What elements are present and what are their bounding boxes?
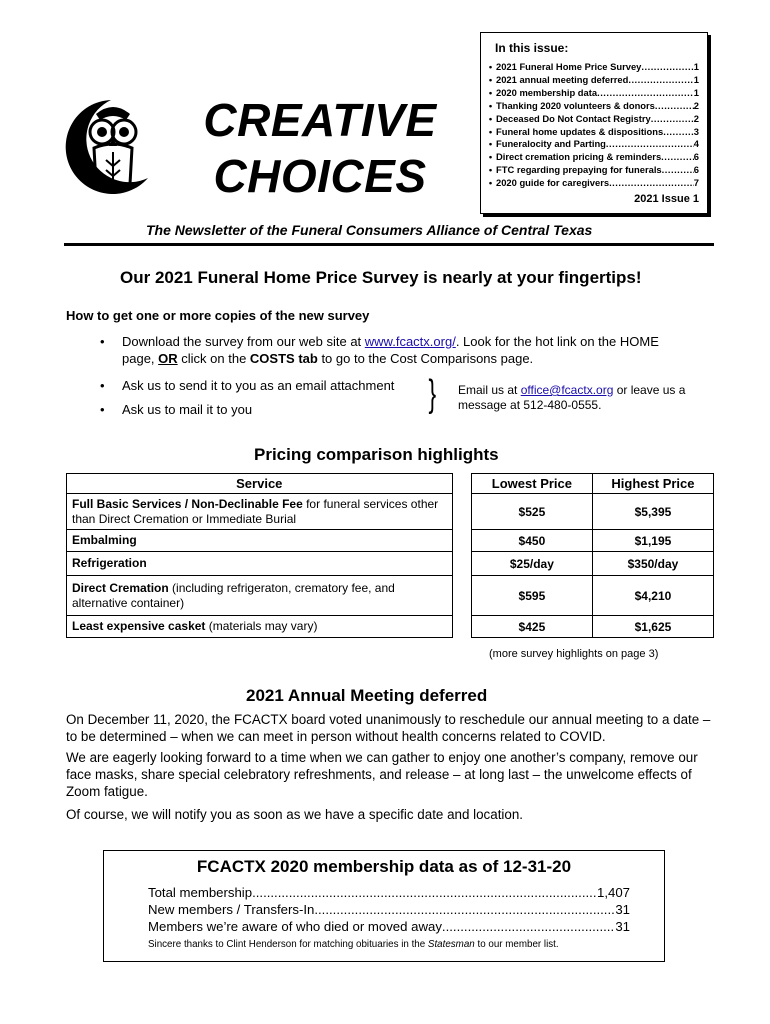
meeting-paragraph-1: On December 11, 2020, the FCACTX board voted unanimously to reschedule our annual meeting to a date – to be determined – when we can meet in person without health concerns related to COVID. bbox=[66, 712, 711, 744]
title-line-2: CHOICES bbox=[213, 150, 427, 202]
col-highest: Highest Price bbox=[592, 474, 713, 494]
email-link[interactable]: office@fcactx.org bbox=[520, 383, 614, 397]
website-link[interactable]: www.fcactx.org/ bbox=[364, 334, 456, 349]
survey-heading: Our 2021 Funeral Home Price Survey is nearly at your fingertips! bbox=[120, 268, 642, 287]
contents-item: • Funeral home updates & dispositions ..... 3 bbox=[485, 126, 699, 139]
contents-item: • 2020 membership data ..... 1 bbox=[485, 87, 699, 100]
brace-icon: } bbox=[428, 373, 437, 415]
contents-list bbox=[485, 61, 699, 190]
download-bullet: • Download the survey from our web site at www.fcactx.org/. Look for the hot link on the HOME page, OR click on the COSTS tab to go to the Cost Comparisons page. bbox=[100, 334, 659, 366]
table-row: Embalming $450 $1,195 bbox=[67, 530, 714, 552]
membership-heading: FCACTX 2020 membership data as of 12-31-20 bbox=[196, 857, 572, 876]
col-service: Service bbox=[67, 474, 453, 494]
meeting-paragraph-2: We are eagerly looking forward to a time when we can gather to enjoy one another’s company, remove our face masks, share special celebratory refreshments, and release – at long last – the unwelcome effects of Zoom fatigue. bbox=[66, 750, 698, 799]
contents-item: • Deceased Do Not Contact Registry ..... 2 bbox=[485, 113, 699, 126]
email-bullet: • Ask us to send it to you as an email attachment bbox=[100, 378, 395, 393]
pricing-table bbox=[66, 473, 714, 638]
table-row: Full Basic Services / Non-Declinable Fee for funeral services other than Direct Cremation or Immediate Burial $525 $5,395 bbox=[67, 494, 714, 530]
meeting-heading: 2021 Annual Meeting deferred bbox=[246, 686, 488, 705]
contents-item: • 2020 guide for caregivers ..... 7 bbox=[485, 177, 699, 190]
table-row: Least expensive casket (materials may vary) $425 $1,625 bbox=[67, 616, 714, 638]
membership-row: Total membership ..... 1,407 bbox=[148, 885, 630, 900]
col-lowest: Lowest Price bbox=[471, 474, 592, 494]
contents-item: • Direct cremation pricing & reminders ..... 6 bbox=[485, 151, 699, 164]
title-line-1: CREATIVE bbox=[203, 94, 437, 146]
in-this-issue-box bbox=[480, 32, 708, 214]
contact-note: Email us at office@fcactx.org or leave us a message at 512-480-0555. bbox=[458, 383, 686, 412]
meeting-paragraph-3: Of course, we will notify you as soon as we have a specific date and location. bbox=[66, 807, 524, 822]
membership-row: New members / Transfers-In ..... 31 bbox=[148, 902, 630, 917]
mail-bullet: • Ask us to mail it to you bbox=[100, 402, 253, 417]
contents-item: • Funeralocity and Parting ..... 4 bbox=[485, 138, 699, 151]
issue-number: 2021 Issue 1 bbox=[634, 193, 699, 205]
table-row: Refrigeration $25/day $350/day bbox=[67, 552, 714, 576]
owl-logo bbox=[56, 92, 166, 202]
contents-item: • Thanking 2020 volunteers & donors ..... 2 bbox=[485, 100, 699, 113]
contents-item: • 2021 Funeral Home Price Survey ..... 1 bbox=[485, 61, 699, 74]
newsletter-title bbox=[180, 92, 460, 204]
membership-box bbox=[103, 850, 665, 962]
howto-heading: How to get one or more copies of the new survey bbox=[66, 308, 370, 323]
contents-item: • 2021 annual meeting deferred ..... 1 bbox=[485, 74, 699, 87]
newsletter-subtitle: The Newsletter of the Funeral Consumers Alliance of Central Texas bbox=[146, 222, 593, 238]
thanks-note: Sincere thanks to Clint Henderson for matching obituaries in the Statesman to our member list. bbox=[148, 939, 559, 950]
pricing-heading: Pricing comparison highlights bbox=[254, 445, 499, 464]
contents-item: • FTC regarding prepaying for funerals ..... 6 bbox=[485, 164, 699, 177]
more-highlights-note: (more survey highlights on page 3) bbox=[489, 648, 659, 660]
membership-row: Members we’re aware of who died or moved away ..... 31 bbox=[148, 919, 630, 934]
masthead-divider bbox=[64, 243, 714, 246]
table-row: Direct Cremation (including refrigeraton, crematory fee, and alternative container) $595 $4,210 bbox=[67, 576, 714, 616]
in-this-issue-heading: In this issue: bbox=[495, 41, 569, 55]
